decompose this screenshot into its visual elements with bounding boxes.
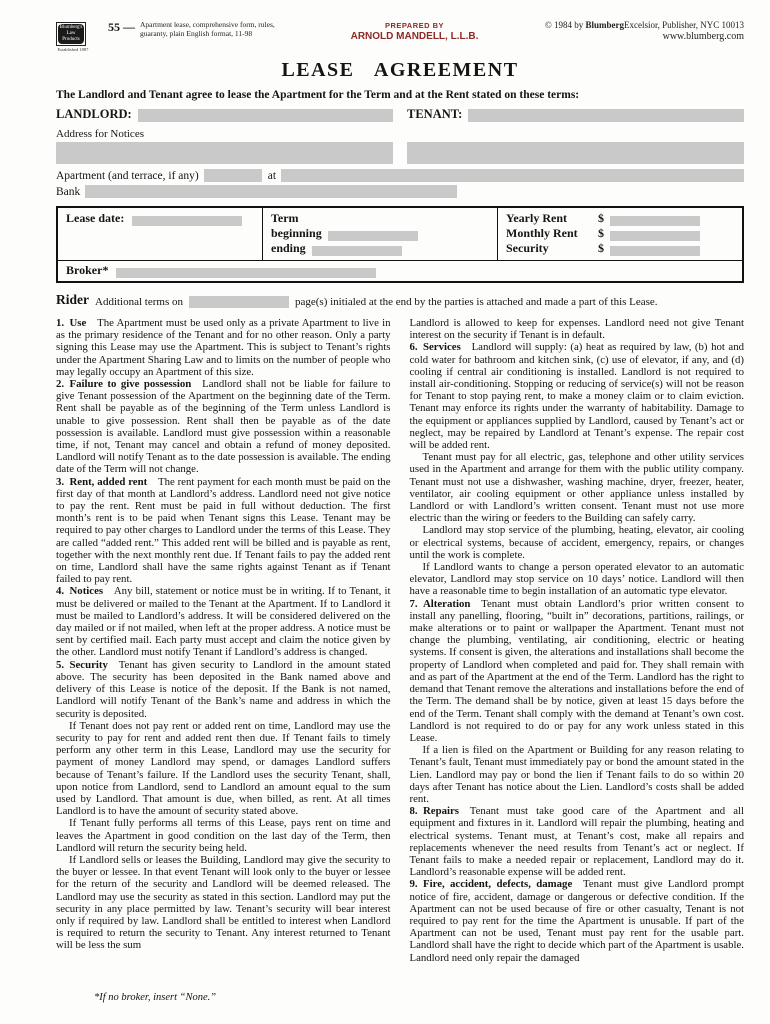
term-beginning-input[interactable]	[328, 231, 418, 241]
section-heading: 9. Fire, accident, defects, damage	[409, 878, 573, 891]
term-ending-label: ending	[271, 241, 306, 255]
broker-label: Broker*	[66, 263, 109, 277]
rider-text-before: Additional terms on	[95, 296, 183, 308]
paragraph: If Tenant does not pay rent or added rent on time, Landlord may use the security to pay for rent and added rent then due. If Tenant fails to timely perform any other term in this Lease, Landlord may use the security for payment of money Landlord may spend, or damages Landlord suffers because of Tenant’s failure. If the Landlord uses the security Tenant, shall, upon notice from Landlord, send to Landlord an amount equal to the sum used by Landlord. That amount is due, when billed, as rent. At all times Landlord is to have the amount of security stated above.	[56, 719, 391, 818]
section-9: 9. Fire, accident, defects, damage Tenant must give Landlord prompt notice of fire, accident, damage or dangerous or defective condition. If the Apartment can not be used because of fire or other casualty, Tenant is not required to pay rent for the time the Apartment is unusable. If part of the Apartment can not be used, Tenant must pay rent for the usable part. Landlord shall have the right to decide which part of the Apartment is usable. Landlord need only repair the damaged	[409, 878, 744, 964]
logo-text-2: Law Products	[62, 31, 80, 42]
paragraph: If Tenant fully performs all terms of this Lease, pays rent on time and leaves the Apartment in good condition on the last day of the Term, then Landlord will return the security being held.	[56, 817, 391, 854]
yearly-rent-label: Yearly Rent	[506, 211, 567, 225]
bank-input[interactable]	[85, 185, 457, 198]
section-heading: 2. Failure to give possession	[56, 378, 192, 391]
section-heading: 5. Security	[56, 658, 108, 671]
prepared-by-name: ARNOLD MANDELL, L.L.B.	[350, 31, 479, 42]
monthly-rent-input[interactable]	[610, 231, 700, 241]
security-dollar: $	[598, 241, 604, 255]
security-label: Security	[506, 241, 549, 255]
paragraph: If Landlord wants to change a person operated elevator to an automatic elevator, Landlord may stop service on 10 days’ notice. Landlord will then have a reasonable time to begin installation of an automatic type elevator.	[409, 561, 744, 598]
tenant-input[interactable]	[468, 109, 744, 122]
page-title: LEASE AGREEMENT	[281, 59, 519, 81]
apartment-input[interactable]	[204, 169, 262, 182]
section-6: 6. Services Landlord will supply: (a) heat as required by law, (b) hot and cold water for bathroom and kitchen sink, (c) use of elevator, if any, and (d) cooling if central air conditioning is installed. Landlord is not required to install air-conditioning. Stopping or reducing of service(s) will not be reason for Tenant to stop paying rent, to make a money claim or to claim eviction. Tenant may enforce its rights under the warranty of habitability. Damage to the equipment or appliances supplied by Landlord, caused by Tenant’s act or neglect, may be repaired by Landlord at Tenant’s expense. The repair cost will be added rent.	[409, 341, 744, 452]
section-5: 5. Security Tenant has given security to Landlord in the amount stated above. The security has been deposited in the Bank named above and delivery of this Lease is notice of the deposit. If the Bank is not named, Landlord will notify Tenant of the Bank’s name and address in which the security is deposited.	[56, 658, 391, 720]
section-1: 1. Use The Apartment must be used only as a private Apartment to live in as the primary residence of the Tenant and for no other reason. Only a party signing this Lease may use the Apartment. This is subject to Tenant’s rights under the Apartment Sharing Law and to limits on the number of people who may legally occupy an Apartment of this size.	[56, 317, 391, 378]
broker-input[interactable]	[116, 268, 376, 278]
section-heading: 6. Services	[409, 341, 461, 354]
monthly-rent-dollar: $	[598, 226, 604, 240]
broker-footnote: *If no broker, insert “None.”	[94, 992, 217, 1003]
tenant-label: TENANT:	[407, 107, 463, 121]
paragraph: If Landlord sells or leases the Building, Landlord may give the security to the buyer or lessee. In that event Tenant will look only to the buyer or lessee for the return of the security and Landlord will be deemed released. The Landlord may use the security as stated in this section. Landlord may put the security in any place permitted by law. Tenant’s security will bear interest only if required by law. Landlord shall be entitled to interest when Landlord is required to return the security to Tenant. Any interest returned to Tenant will be less the sum	[56, 853, 391, 952]
website-text: www.blumberg.com	[662, 31, 744, 42]
copyright-block	[529, 20, 744, 42]
section-heading: 8. Repairs	[409, 805, 459, 818]
copyright-brand: Blumberg	[585, 20, 624, 30]
at-label: at	[267, 170, 277, 182]
section-heading: 4. Notices	[56, 585, 104, 598]
lease-date-label: Lease date:	[66, 211, 125, 225]
section-8: 8. Repairs Tenant must take good care of the Apartment and all equipment and fixtures in it. Landlord will repair the plumbing, heating and electrical systems. Tenant must, at Tenant’s cost, make all repairs and replacements whenever the need results from Tenant’s act or neglect. If Tenant fails to make a needed repair or replacement, Landlord may do it. Landlord’s reasonable expense will be added rent.	[409, 805, 744, 879]
blumberg-logo	[56, 22, 90, 52]
form-id	[108, 20, 300, 38]
landlord-label: LANDLORD:	[56, 107, 132, 121]
section-3: 3. Rent, added rent The rent payment for each month must be paid on the first day of that month at Landlord’s address. Landlord need not give notice to pay the rent. Rent must be paid in full without deduction. The first month’s rent is to be paid when Tenant signs this Lease. Tenant may be required to pay other charges to Landlord under the terms of this Lease. They are called “added rent.” This added rent will be billed and is payable as rent, together with the next monthly rent due. If Tenant fails to pay the added rent on time, Landlord shall have the same rights against Tenant as if Tenant failed to pay rent.	[56, 475, 391, 586]
copyright-prefix: © 1984 by	[544, 20, 586, 30]
copyright-suffix: Excelsior, Publisher, NYC 10013	[623, 20, 744, 30]
logo-text-1: Blumberg's	[59, 25, 83, 30]
rider-line	[56, 292, 744, 308]
bank-label: Bank	[56, 186, 81, 198]
section-2: 2. Failure to give possession Landlord shall not be liable for failure to give Tenant possession of the Apartment on the beginning date of the Term. Rent shall be payable as of the beginning of the Term unless Landlord is unable to give possession. Rent shall then be payable as of the date possession is available. Landlord must give possession within a reasonable time, if not, Tenant may cancel and obtain a refund of money deposited. Landlord will notify Tenant as to the date possession is available. The ending date of the Term will not change.	[56, 378, 391, 476]
paragraph: Landlord may stop service of the plumbing, heating, elevator, air cooling or electrical systems, because of accident, emergency, repairs, or changes until the work is complete.	[409, 524, 744, 561]
term-ending-input[interactable]	[312, 246, 402, 256]
paragraph: If a lien is filed on the Apartment or Building for any reason relating to Tenant’s fault, Tenant must immediately pay or bond the amount stated in the Lien. Landlord may pay or bond the lien if Tenant fails to do so within 20 days after Tenant has notice about the Lien. Landlord’s costs shall be added rent.	[409, 744, 744, 805]
column-left	[56, 317, 391, 1019]
lease-terms	[56, 317, 744, 1019]
column-right	[410, 317, 745, 1019]
apartment-location-input[interactable]	[281, 169, 744, 182]
parties-form	[56, 107, 744, 198]
form-header	[56, 20, 744, 52]
term-label: Term	[271, 211, 299, 225]
rider-pages-input[interactable]	[189, 296, 289, 308]
term-beginning-label: beginning	[271, 226, 322, 240]
intro-line: The Landlord and Tenant agree to lease the Apartment for the Term and at the Rent stated on these terms:	[56, 89, 580, 101]
landlord-address-input[interactable]	[56, 142, 393, 164]
section-7: 7. Alteration Tenant must obtain Landlord’s prior written consent to install any panelling, flooring, “built in” decorations, partitions, railings, or make alterations or to paint or wallpaper the Apartment. Tenant must not change the plumbing, ventilating, air conditioning, electric or heating systems. If consent is given, the alterations and installations shall become the property of Landlord when completed and paid for. They shall remain with and as part of the Apartment at the end of the Term. Landlord has the right to demand that Tenant remove the alterations and installations before the end of the Term. The demand shall be by notice, given at least 15 days before the end of the Term. Tenant shall comply with the demand at Tenant’s own cost. Landlord is not required to do or pay for any work unless stated in this Lease.	[409, 597, 744, 744]
logo-established-text: Established 1887	[57, 47, 89, 52]
monthly-rent-label: Monthly Rent	[506, 226, 578, 240]
publisher-logo-icon	[56, 22, 86, 46]
paragraph: Landlord is allowed to keep for expenses. Landlord need not give Tenant interest on the security if Tenant is in default.	[409, 317, 744, 342]
form-description	[140, 20, 300, 38]
section-4: 4. Notices Any bill, statement or notice must be in writing. If to Tenant, it must be delivered or mailed to the Tenant at the Apartment. If to Landlord it must be mailed to Landlord’s address. It will be considered delivered on the day mailed or if not mailed, when left at the proper address. A notice must be sent by certified mail. Each party must accept and claim the notice given by the other. Landlord must notify Tenant if Landlord’s address is changed.	[56, 585, 391, 659]
apartment-label: Apartment (and terrace, if any)	[56, 170, 199, 182]
rider-label: Rider	[56, 292, 89, 307]
tenant-address-input[interactable]	[407, 142, 744, 164]
yearly-rent-input[interactable]	[610, 216, 700, 226]
section-heading: 1. Use	[56, 317, 87, 329]
paragraph: Tenant must pay for all electric, gas, telephone and other utility services used in the Apartment and arrange for them with the public utility company. Tenant must not use a dishwasher, washing machine, dryer, freezer, heater, ventilator, air cooling equipment or other appliance unless installed by Landlord or with Landlord’s written consent. Tenant must not use more electric than the wiring or feeders to the Building can safely carry.	[409, 451, 744, 525]
section-heading: 3. Rent, added rent	[56, 475, 148, 488]
landlord-input[interactable]	[138, 109, 393, 122]
copyright-line	[529, 20, 744, 31]
form-number: 55 —	[108, 20, 135, 34]
prepared-by-label: PREPARED BY	[384, 21, 445, 30]
form-desc-line1: Apartment lease, comprehensive form, rules,	[140, 20, 275, 29]
rider-text-after: page(s) initialed at the end by the parties is attached and made a part of this Lease.	[295, 296, 658, 308]
section-heading: 7. Alteration	[409, 597, 471, 610]
address-for-notices-label: Address for Notices	[56, 128, 144, 140]
yearly-rent-dollar: $	[598, 211, 604, 225]
lease-date-input[interactable]	[132, 216, 242, 226]
lease-summary-box	[56, 206, 744, 283]
security-input[interactable]	[610, 246, 700, 256]
prepared-by-block	[300, 21, 529, 42]
form-desc-line2: guaranty, plain English format, 11-98	[140, 29, 253, 38]
